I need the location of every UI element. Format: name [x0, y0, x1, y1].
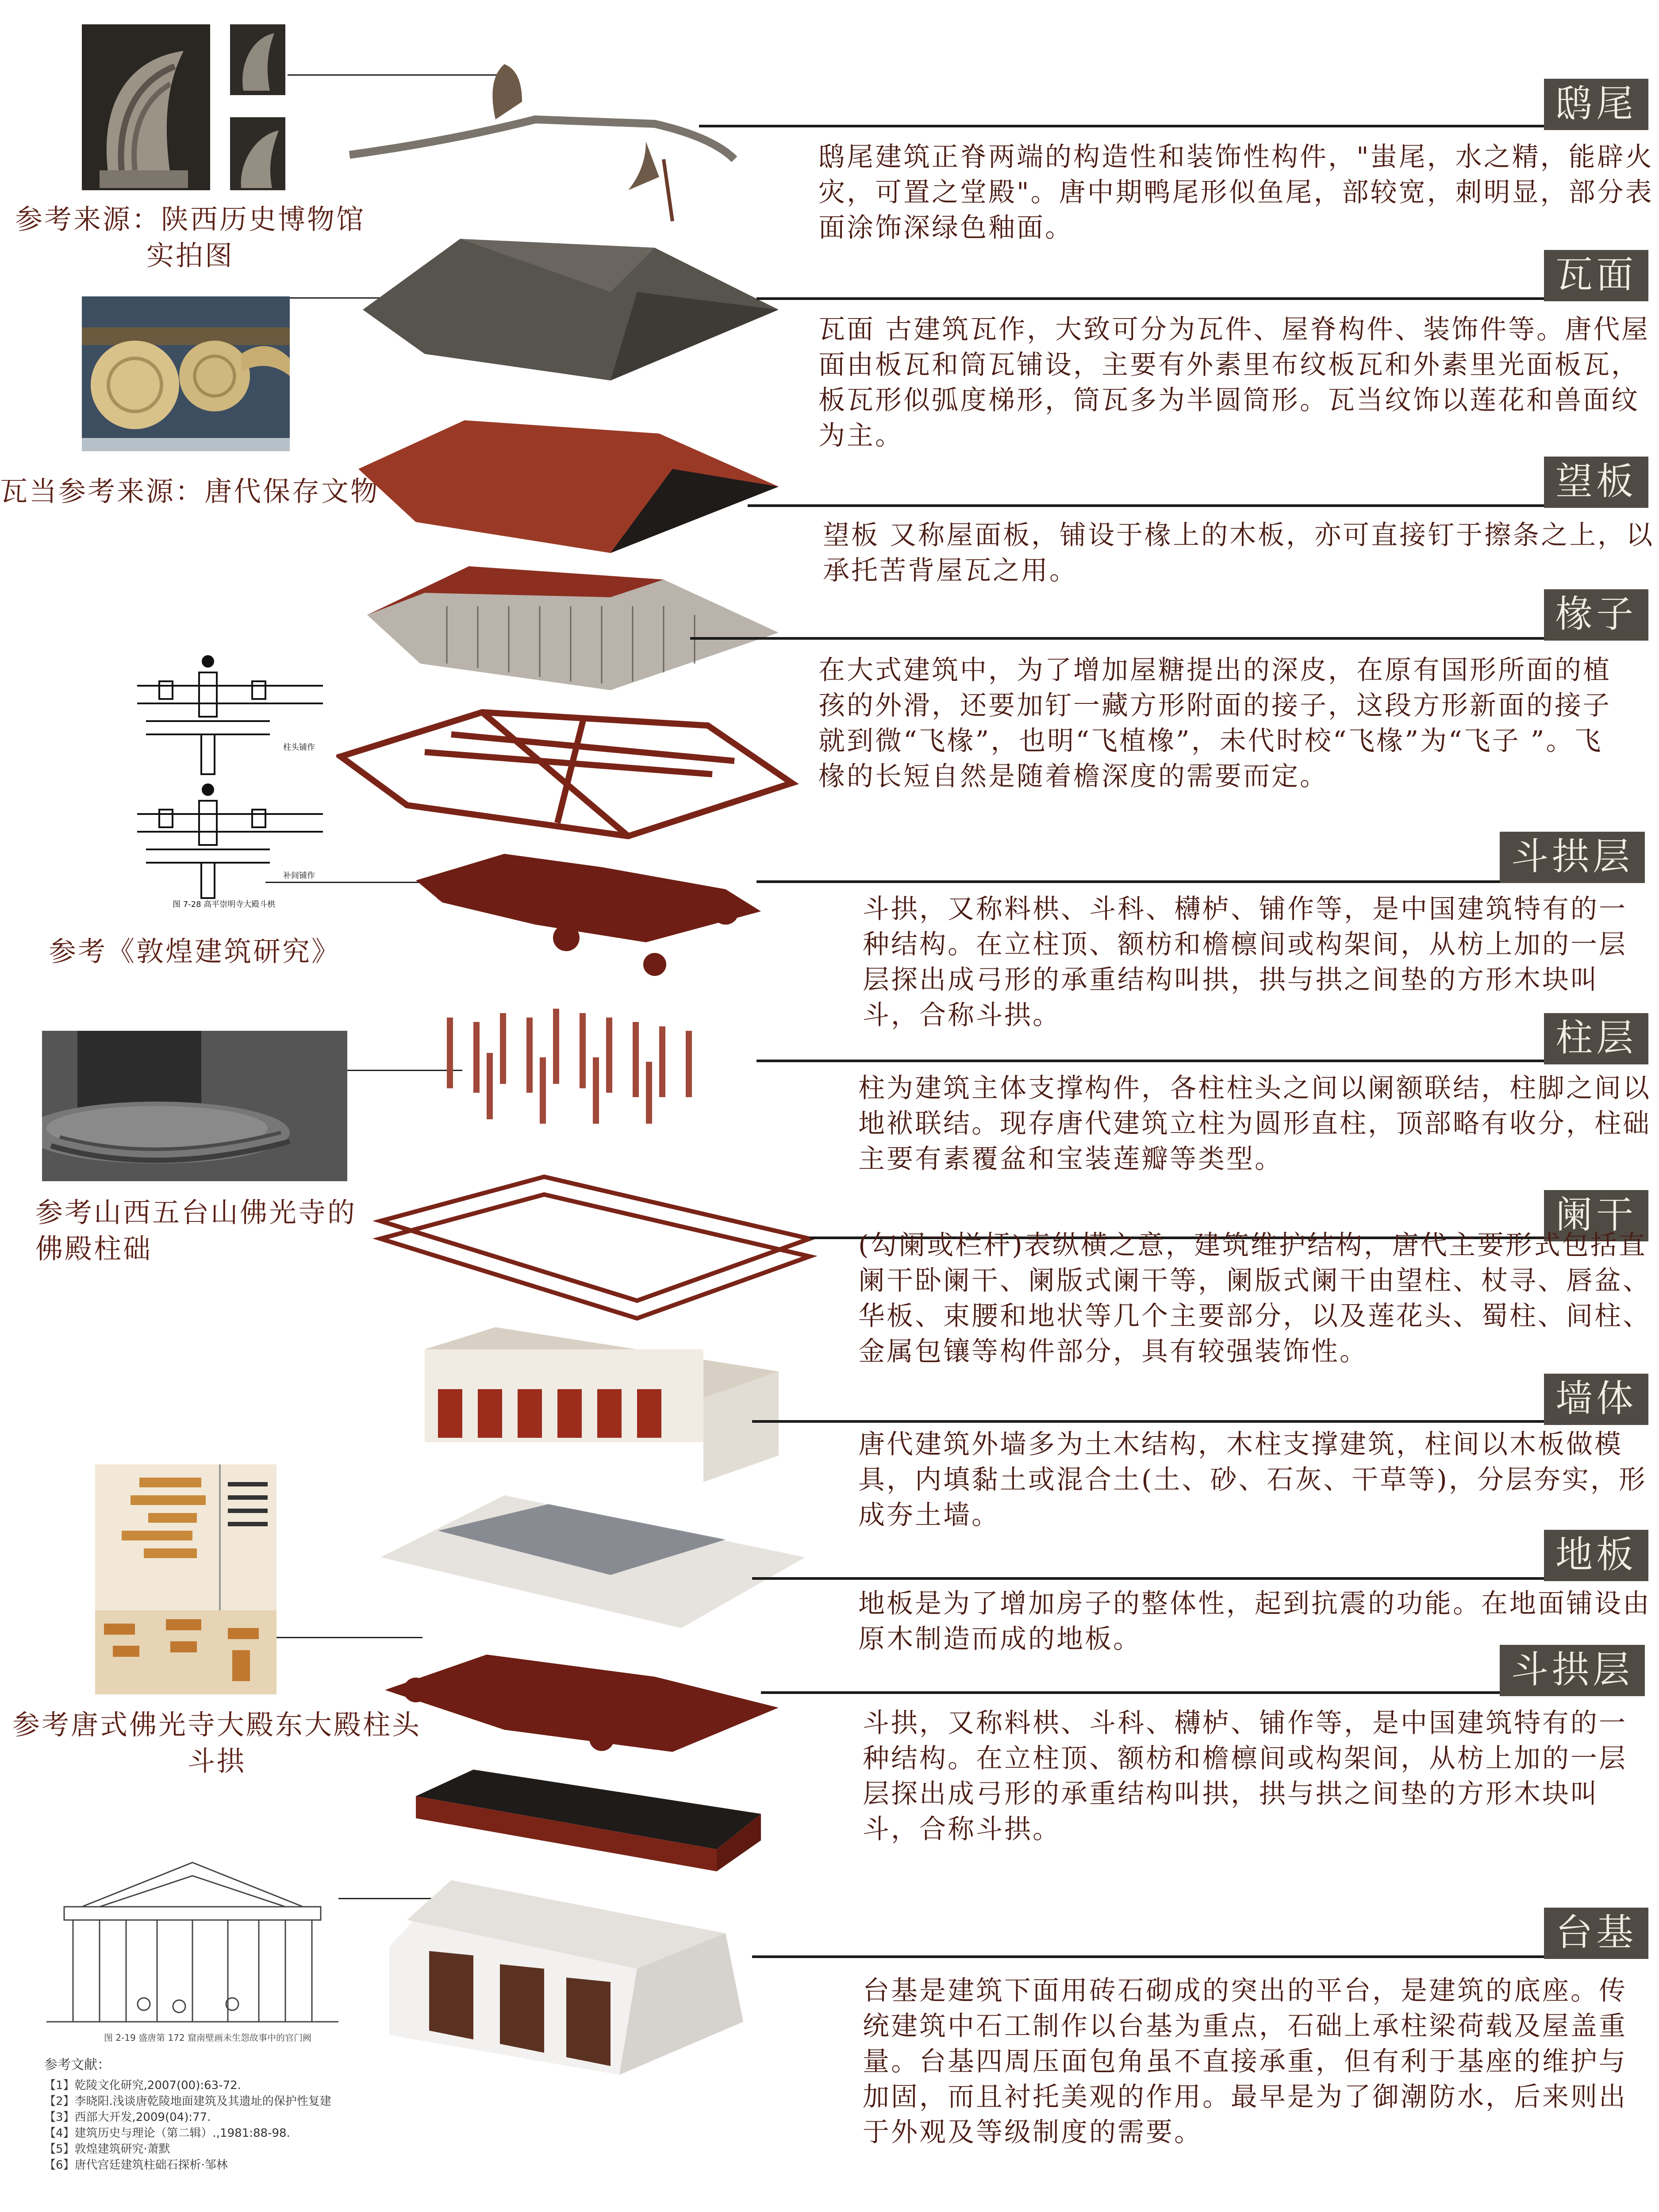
tag-diban: 地板	[1544, 1530, 1648, 1581]
desc-chiwei: 鸱尾建筑正脊两端的构造性和装饰性构件，"蚩尾，水之精，能辟火灾，可置之堂殿"。唐中期鸭尾形似鱼尾，部较宽，刺明显，部分表面涂饰深绿色釉面。	[818, 142, 1654, 243]
tag-qiangti: 墙体	[1544, 1374, 1648, 1425]
roof-frame-layer	[341, 712, 792, 836]
dunhuang-drawing	[119, 646, 341, 911]
dunhuang-label-2: 补间铺作	[283, 871, 315, 880]
dougong-layer-lower	[385, 1655, 779, 1752]
desc-qiangti: 唐代建筑外墙多为土木结构，木柱支撑建筑，柱间以木板做模具，内填黏土或混合土(土、砂、石灰、干草等)，分层夯实，形成夯土墙。	[858, 1429, 1647, 1531]
bibliography-item: 【6】唐代宫廷建筑柱础石探析·邹林	[44, 2158, 228, 2172]
divider-diban	[752, 1577, 1641, 1580]
divider-chiwei	[699, 125, 1641, 127]
desc-chuanzi: 在大式建筑中，为了增加屋糖提出的深皮，在原有国形所面的植孩的外滑，还要加钉一藏方形附面的接子，这段方形新面的接子就到微“飞椽”，也明“飞植橡”，未代时校“飞椽”为“飞子 ”。飞椽的长短自然是随着檐深度的需要而定。	[818, 655, 1611, 792]
tag-wamian: 瓦面	[1544, 250, 1648, 301]
chiwei-photo-detail-1	[230, 24, 285, 95]
bibliography-item: 【5】敦煌建筑研究·萧默	[44, 2143, 170, 2156]
foguang-base-photo	[42, 1031, 347, 1181]
desc-wamian: 瓦面 古建筑瓦作，大致可分为瓦件、屋脊构件、装饰件等。唐代屋面由板瓦和筒瓦铺设，主要有外素里布纹板瓦和外素里光面板瓦，板瓦形似弧度梯形，筒瓦多为半圆筒形。瓦当纹饰以莲花和兽面纹为主。	[818, 314, 1650, 451]
exploded-building-illustration	[336, 44, 832, 1969]
tag-zhuceng: 柱层	[1544, 1013, 1648, 1064]
tag-dougong-2: 斗拱层	[1500, 1645, 1645, 1696]
gate-caption: 图 2-19 盛唐第 172 窟南壁画未生怨故事中的官门阙	[104, 2032, 311, 2043]
chiwei-photo-main	[82, 24, 210, 190]
wall-layer	[425, 1327, 779, 1482]
desc-langan: (勾阑或栏杆)表纵横之意，建筑维护结构，唐代主要形式包括直阑干卧阑干、阑版式阑干等，阑版式阑干由望柱、杖寻、唇盆、华板、束腰和地状等几个主要部分，以及莲花头、蜀柱、间柱、金属包镶等构件部分，具有较强装饰性。	[858, 1230, 1651, 1367]
dougong-layer-upper	[416, 854, 761, 976]
tag-taiji: 台基	[1544, 1908, 1648, 1959]
divider-qiangti	[752, 1420, 1641, 1423]
desc-diban: 地板是为了增加房子的整体性，起到抗震的功能。在地面铺设由原木制造而成的地板。	[858, 1588, 1651, 1655]
bibliography-item: 【1】乾陵文化研究,2007(00):63-72.	[44, 2079, 241, 2092]
gate-drawing	[46, 1836, 338, 2048]
foguang-dougong-photo	[95, 1464, 276, 1694]
dunhuang-label-1: 柱头铺作	[283, 743, 315, 752]
roof-board-layer	[358, 420, 779, 553]
tag-chiwei: 鸱尾	[1544, 79, 1648, 130]
floor-layer	[380, 1495, 805, 1628]
desc-dougong-2: 斗拱，又称料栱、斗科、欂栌、铺作等，是中国建筑特有的一种结构。在立柱顶、额枋和檐檩间或构架间，从枋上加的一层层探出成弓形的承重结构叫拱，拱与拱之间垫的方形木块叫斗，合称斗拱。	[863, 1708, 1627, 1845]
chiwei-photo-detail-2	[230, 117, 285, 190]
desc-dougong-1: 斗拱，又称料栱、斗科、欂栌、铺作等，是中国建筑特有的一种结构。在立柱顶、额枋和檐檩间或构架间，从枋上加的一层层探出成弓形的承重结构叫拱，拱与拱之间垫的方形木块叫斗，合称斗拱。	[863, 894, 1627, 1031]
bibliography-item: 【4】建筑历史与理论（第二辑）.,1981:88-98.	[44, 2127, 290, 2140]
tag-wangban: 望板	[1544, 457, 1648, 508]
reference-foguang-dougong: 参考唐式佛光寺大殿东大殿柱头斗拱	[12, 1709, 421, 1777]
divider-chuanzi	[690, 637, 1641, 640]
chiwei-ridge-layer	[349, 64, 734, 221]
reference-wadang: 瓦当参考来源：唐代保存文物	[0, 475, 380, 507]
bibliography	[44, 2057, 331, 2173]
reference-dunhuang: 参考《敦煌建筑研究》	[48, 935, 341, 968]
bibliography-item: 【2】李晓阳.浅谈唐乾陵地面建筑及其遗址的保护性复建	[44, 2095, 331, 2108]
bibliography-item: 【3】西部大开发,2009(04):77.	[44, 2111, 211, 2124]
balustrade-layer	[380, 1177, 810, 1318]
rafter-layer	[367, 566, 779, 690]
desc-zhuceng: 柱为建筑主体支撑构件，各柱柱头之间以阑额联结，柱脚之间以地袱联结。现存唐代建筑立柱为圆形直柱，顶部略有收分，柱础主要有素覆盆和宝装莲瓣等类型。	[858, 1073, 1651, 1175]
desc-wangban: 望板 又称屋面板，铺设于椽上的木板，亦可直接钉于擦条之上，以承托苦背屋瓦之用。	[823, 520, 1655, 586]
dunhuang-caption: 图 7-28 高平崇明寺大殿斗栱	[173, 900, 276, 909]
tile-roof-layer	[363, 239, 779, 380]
column-layer	[447, 1009, 692, 1124]
wadang-photo	[82, 296, 290, 451]
divider-wangban	[748, 504, 1641, 507]
reference-chiwei: 参考来源：陕西历史博物馆实拍图	[15, 203, 365, 272]
desc-taiji: 台基是建筑下面用砖石砌成的突出的平台，是建筑的底座。传统建筑中石工制作以台基为重点，石础上承柱梁荷载及屋盖重量。台基四周压面包角虽不直接承重，但有利于基座的维护与加固，而且衬托美观的作用。最早是为了御潮防水，后来则出于外观及等级制度的需要。	[863, 1975, 1627, 2148]
bibliography-title: 参考文献：	[44, 2057, 111, 2073]
terrace-base-illustration	[389, 1836, 787, 2084]
divider-zhuceng	[757, 1060, 1641, 1062]
tag-dougong-1: 斗拱层	[1500, 832, 1645, 883]
tag-chuanzi: 椽子	[1544, 589, 1648, 641]
divider-taiji	[752, 1955, 1641, 1958]
reference-foguang-base: 参考山西五台山佛光寺的佛殿柱础	[35, 1196, 357, 1265]
divider-wamian	[757, 297, 1641, 300]
tag-langan: 阑干	[1544, 1190, 1648, 1241]
